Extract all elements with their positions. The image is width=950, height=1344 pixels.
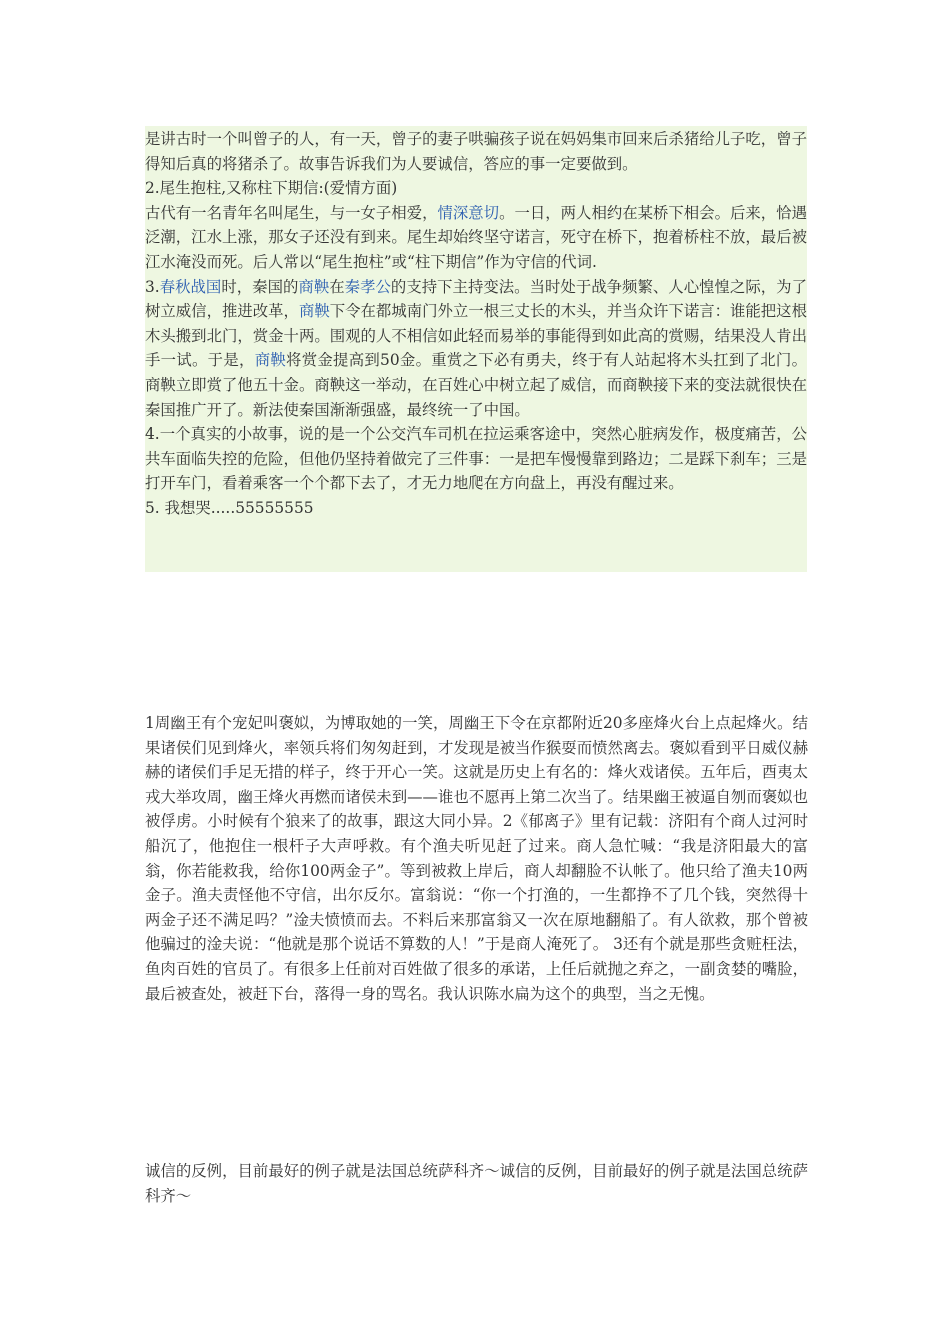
story-2-text bbox=[145, 201, 807, 275]
link-shangyang-2[interactable]: 商鞅 bbox=[298, 302, 330, 321]
third-passage bbox=[145, 1159, 808, 1208]
story-2-part-b: 。一日，两人相约在某桥下相会。后来，恰遇泛潮，江水上涨，那女子还没有到来。尾生却始终坚守诺言，死守在桥下，抱着桥柱不放，最后被江水淹没而死。后人常以“尾生抱柱”或“柱下期信”作为守信的代词. bbox=[145, 203, 807, 271]
second-passage-text: 1周幽王有个宠妃叫褒姒，为博取她的一笑，周幽王下令在京都附近20多座烽火台上点起烽火。结果诸侯们见到烽火，率领兵将们匆匆赶到，才发现是被当作猴耍而愤然离去。褒姒看到平日威仪赫赫的诸侯们手足无措的样子，终于开心一笑。这就是历史上有名的：烽火戏诸侯。五年后，酉夷太戎大举攻周，幽王烽火再燃而诸侯未到——谁也不愿再上第二次当了。结果幽王被逼自刎而褒姒也被俘虏。小时候有个狼来了的故事，跟这大同小异。2《郁离子》里有记载：济阳有个商人过河时船沉了，他抱住一根杆子大声呼救。有个渔夫听见赶了过来。商人急忙喊：“我是济阳最大的富翁，你若能救我，给你100两金子”。等到被救上岸后，商人却翻脸不认帐了。他只给了渔夫10两金子。渔夫责怪他不守信，出尔反尔。富翁说：“你一个打渔的，一生都挣不了几个钱，突然得十两金子还不满足吗？”淦夫愤愤而去。不料后来那富翁又一次在原地翻船了。有人欲救，那个曾被他骗过的淦夫说：“他就是那个说话不算数的人！”于是商人淹死了。 3还有个就是那些贪赃枉法，鱼肉百姓的官员了。有很多上任前对百姓做了很多的承诺，上任后就抛之弃之，一副贪婪的嘴脸，最后被查处，被赶下台，落得一身的骂名。我认识陈水扁为这个的典型，当之无愧。 bbox=[145, 714, 808, 1003]
story-3-text bbox=[145, 275, 807, 423]
story-1-text: 是讲古时一个叫曾子的人，有一天，曾子的妻子哄骗孩子说在妈妈集市回来后杀猪给儿子吃，曾子得知后真的将猪杀了。故事告诉我们为人要诚信，答应的事一定要做到。 bbox=[145, 130, 807, 173]
second-passage bbox=[145, 711, 808, 1006]
link-chunqiu-zhanguo[interactable]: 春秋战国 bbox=[159, 277, 222, 296]
link-qinxiaogong[interactable]: 秦孝公 bbox=[344, 277, 391, 296]
link-shangyang-3[interactable]: 商鞅 bbox=[254, 351, 287, 370]
story-3-part-b: 在 bbox=[329, 277, 345, 296]
link-qingshenyiqie[interactable]: 情深意切 bbox=[437, 203, 500, 222]
story-5-text: 5. 我想哭.....55555555 bbox=[145, 498, 314, 517]
story-2-heading: 2.尾生抱柱,又称柱下期信:(爱情方面) bbox=[145, 179, 398, 198]
story-3-part-d: 下令在都城南门外立一根三丈长的木头，并当众许下诺言：谁能把这根木头搬到北门，赏金十两。围观的人不相信如此轻而易举的事能得到如此高的赏赐，结果没人肯出手一试。于是， bbox=[145, 302, 807, 370]
story-3-part-a: 时，秦国的 bbox=[221, 277, 299, 296]
story-4-text: 4.一个真实的小故事，说的是一个公交汽车司机在拉运乘客途中，突然心脏病发作，极度痛苦，公共车面临失控的危险，但他仍坚持着做完了三件事：一是把车慢慢靠到路边；二是踩下刹车；三是打开车门，看着乘客一个个都下去了，才无力地爬在方向盘上，再没有醒过来。 bbox=[145, 425, 807, 493]
third-passage-text: 诚信的反例，目前最好的例子就是法国总统萨科齐～诚信的反例，目前最好的例子就是法国总统萨科齐～ bbox=[145, 1162, 808, 1205]
story-3-number: 3. bbox=[145, 277, 160, 296]
link-shangyang-1[interactable]: 商鞅 bbox=[298, 277, 330, 296]
highlighted-passage bbox=[145, 126, 807, 572]
story-3-part-e: 将赏金提高到50金。重赏之下必有勇夫，终于有人站起将木头扛到了北门。商鞅立即赏了他五十金。商鞅这一举动，在百姓心中树立起了威信，而商鞅接下来的变法就很快在秦国推广开了。新法使秦国渐渐强盛，最终统一了中国。 bbox=[145, 351, 807, 419]
story-2-part-a: 古代有一名青年名叫尾生，与一女子相爱， bbox=[145, 203, 438, 222]
story-3-part-c: 的支持下主持变法。当时处于战争频繁、人心惶惶之际，为了树立威信，推进改革， bbox=[145, 277, 807, 321]
